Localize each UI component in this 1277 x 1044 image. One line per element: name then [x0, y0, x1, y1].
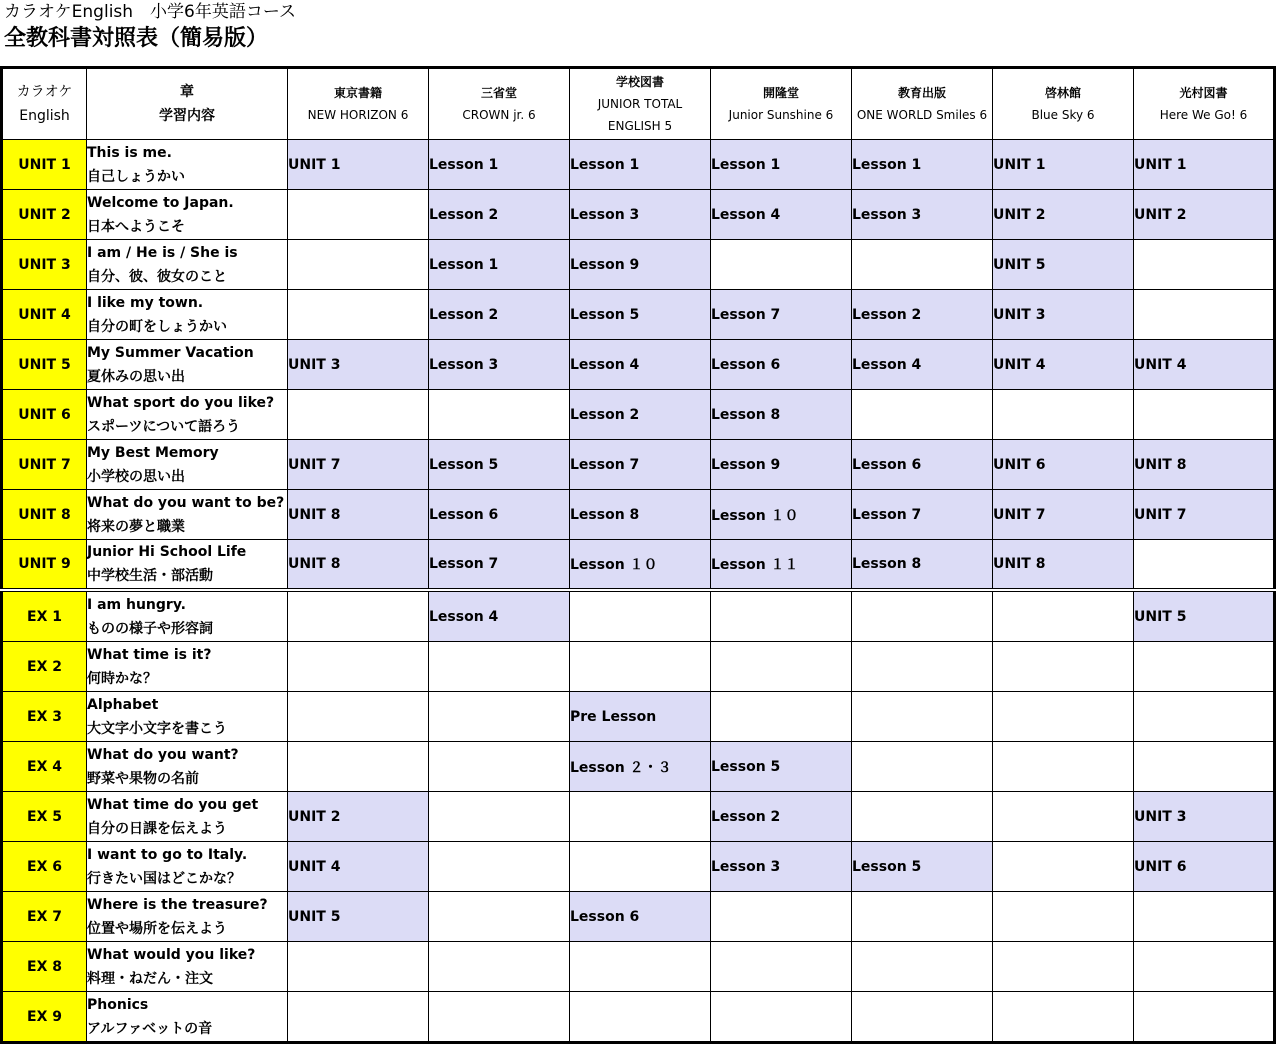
chapter-cell	[87, 892, 288, 942]
lesson-cell	[993, 842, 1134, 892]
lesson-cell	[570, 642, 711, 692]
chapter-cell	[87, 490, 288, 540]
publisher-name: 三省堂	[480, 86, 517, 100]
chapter-title-ja: ものの様子や形容詞	[87, 620, 213, 637]
lesson-cell	[852, 642, 993, 692]
table-row	[2, 992, 1275, 1043]
chapter-cell	[87, 340, 288, 390]
lesson-cell	[852, 742, 993, 792]
chapter-cell	[87, 792, 288, 842]
lesson-cell	[711, 892, 852, 942]
lesson-cell	[429, 842, 570, 892]
unit-label: UNIT 2	[2, 190, 87, 240]
lesson-cell: UNIT 3	[993, 290, 1134, 340]
lesson-cell	[1134, 742, 1275, 792]
lesson-cell: UNIT 1	[993, 140, 1134, 190]
lesson-cell: Lesson 9	[711, 440, 852, 490]
chapter-cell	[87, 692, 288, 742]
chapter-title-ja: 中学校生活・部活動	[87, 568, 213, 584]
textbook-name: CROWN jr. 6	[462, 108, 536, 122]
lesson-cell: UNIT 3	[1134, 792, 1275, 842]
lesson-cell	[288, 742, 429, 792]
chapter-title-ja: 料理・ねだん・注文	[87, 970, 213, 987]
lesson-cell	[711, 240, 852, 290]
lesson-cell: Lesson 5	[852, 842, 993, 892]
lesson-cell: Lesson 1	[852, 140, 993, 190]
header-chapter-line2: 学習内容	[159, 108, 215, 124]
lesson-cell	[570, 942, 711, 992]
unit-label: UNIT 1	[2, 140, 87, 190]
lesson-cell: Lesson 4	[429, 590, 570, 642]
header-publisher	[852, 68, 993, 140]
unit-label: EX 2	[2, 642, 87, 692]
lesson-cell	[852, 792, 993, 842]
textbook-name: Junior Sunshine 6	[728, 108, 834, 122]
lesson-cell	[852, 992, 993, 1043]
lesson-cell	[429, 742, 570, 792]
lesson-cell	[288, 190, 429, 240]
lesson-cell	[993, 390, 1134, 440]
lesson-cell: Lesson 9	[570, 240, 711, 290]
lesson-cell: UNIT 6	[1134, 842, 1275, 892]
chapter-title-ja: 小学校の思い出	[87, 468, 185, 485]
lesson-cell: Lesson 2	[429, 290, 570, 340]
lesson-cell: UNIT 2	[288, 792, 429, 842]
table-row	[2, 540, 1275, 591]
unit-label: EX 5	[2, 792, 87, 842]
table-row	[2, 190, 1275, 240]
lesson-cell: UNIT 7	[1134, 490, 1275, 540]
unit-label: UNIT 3	[2, 240, 87, 290]
table-row	[2, 340, 1275, 390]
lesson-cell	[288, 642, 429, 692]
chapter-title-ja: 自分、彼、彼女のこと	[87, 268, 227, 285]
table-body	[2, 140, 1275, 1043]
chapter-title-ja: 野菜や果物の名前	[87, 770, 199, 787]
lesson-cell: UNIT 5	[288, 892, 429, 942]
chapter-title-en: My Summer Vacation	[87, 344, 254, 361]
lesson-cell	[1134, 240, 1275, 290]
lesson-cell	[993, 692, 1134, 742]
textbook-comparison-table	[0, 66, 1276, 1044]
lesson-cell: UNIT 2	[993, 190, 1134, 240]
lesson-cell	[288, 992, 429, 1043]
chapter-title-ja: 行きたい国はどこかな？	[87, 870, 241, 887]
chapter-title-en: Junior Hi School Life	[87, 544, 247, 560]
lesson-cell	[570, 842, 711, 892]
chapter-title-en: What time do you get	[87, 796, 259, 813]
lesson-cell	[288, 692, 429, 742]
unit-label: EX 4	[2, 742, 87, 792]
publisher-name: 教育出版	[897, 86, 946, 100]
chapter-title-ja: アルファベットの音	[87, 1020, 213, 1037]
textbook-name: Blue Sky 6	[1031, 108, 1095, 122]
lesson-cell	[993, 892, 1134, 942]
table-row	[2, 692, 1275, 742]
lesson-cell	[570, 992, 711, 1043]
chapter-title-en: What time is it?	[87, 646, 212, 663]
chapter-cell	[87, 942, 288, 992]
lesson-cell	[993, 742, 1134, 792]
lesson-cell: UNIT 6	[993, 440, 1134, 490]
lesson-cell: Lesson ２・３	[570, 742, 711, 792]
lesson-cell: Lesson 6	[852, 440, 993, 490]
lesson-cell: Lesson 6	[711, 340, 852, 390]
unit-label: UNIT 4	[2, 290, 87, 340]
table-row	[2, 792, 1275, 842]
lesson-cell: Lesson 2	[429, 190, 570, 240]
lesson-cell	[852, 240, 993, 290]
table-row	[2, 490, 1275, 540]
lesson-cell: Lesson １０	[711, 490, 852, 540]
lesson-cell: UNIT 7	[993, 490, 1134, 540]
table-row	[2, 742, 1275, 792]
lesson-cell	[993, 792, 1134, 842]
lesson-cell: UNIT 7	[288, 440, 429, 490]
lesson-cell	[1134, 992, 1275, 1043]
lesson-cell	[429, 892, 570, 942]
chapter-title-en: What would you like?	[87, 946, 256, 963]
lesson-cell	[1134, 540, 1275, 591]
textbook-name: JUNIOR TOTAL	[597, 97, 683, 111]
textbook-name: ENGLISH 5	[607, 119, 673, 133]
unit-label: EX 1	[2, 590, 87, 642]
header-publisher	[1134, 68, 1275, 140]
lesson-cell: Lesson 3	[852, 190, 993, 240]
lesson-cell	[429, 390, 570, 440]
chapter-cell	[87, 240, 288, 290]
table-row	[2, 390, 1275, 440]
chapter-cell	[87, 590, 288, 642]
lesson-cell: Lesson 4	[852, 340, 993, 390]
chapter-cell	[87, 390, 288, 440]
lesson-cell: Lesson 5	[429, 440, 570, 490]
textbook-name: Here We Go! 6	[1159, 108, 1248, 122]
chapter-cell	[87, 140, 288, 190]
chapter-title-en: Phonics	[87, 996, 149, 1013]
lesson-cell: Lesson 2	[852, 290, 993, 340]
lesson-cell	[1134, 290, 1275, 340]
unit-label: EX 8	[2, 942, 87, 992]
publisher-name: 啓林館	[1044, 86, 1081, 100]
chapter-title-ja: 自己しょうかい	[87, 168, 185, 185]
lesson-cell	[711, 992, 852, 1043]
lesson-cell	[429, 992, 570, 1043]
chapter-title-ja: 夏休みの思い出	[87, 368, 185, 385]
lesson-cell	[1134, 942, 1275, 992]
table-row	[2, 842, 1275, 892]
chapter-title-ja: スポーツについて語ろう	[87, 418, 241, 435]
chapter-title-en: Welcome to Japan.	[87, 194, 234, 211]
lesson-cell	[993, 642, 1134, 692]
lesson-cell	[288, 290, 429, 340]
lesson-cell: UNIT 5	[1134, 590, 1275, 642]
lesson-cell: Lesson 4	[711, 190, 852, 240]
textbook-name: NEW HORIZON 6	[307, 108, 409, 122]
lesson-cell: Lesson 3	[429, 340, 570, 390]
document-subtitle: 全教科書対照表（簡易版）	[4, 26, 269, 51]
lesson-cell	[429, 942, 570, 992]
header-karaoke-line2: English	[19, 108, 70, 124]
table-row	[2, 642, 1275, 692]
lesson-cell	[711, 692, 852, 742]
lesson-cell	[852, 942, 993, 992]
lesson-cell: UNIT 8	[1134, 440, 1275, 490]
lesson-cell: UNIT 4	[288, 842, 429, 892]
unit-label: EX 7	[2, 892, 87, 942]
header-publisher	[993, 68, 1134, 140]
lesson-cell	[711, 590, 852, 642]
unit-label: EX 9	[2, 992, 87, 1043]
chapter-title-en: I am / He is / She is	[87, 244, 238, 261]
table-row	[2, 942, 1275, 992]
lesson-cell: Lesson 7	[711, 290, 852, 340]
lesson-cell: Lesson 1	[711, 140, 852, 190]
chapter-cell	[87, 742, 288, 792]
lesson-cell	[1134, 642, 1275, 692]
chapter-title-en: I want to go to Italy.	[87, 846, 248, 863]
lesson-cell: UNIT 1	[1134, 140, 1275, 190]
document-title: カラオケEnglish 小学6年英語コース	[4, 2, 297, 22]
lesson-cell: Lesson 2	[570, 390, 711, 440]
lesson-cell: Lesson １１	[711, 540, 852, 591]
header-chapter	[87, 68, 288, 140]
chapter-cell	[87, 290, 288, 340]
chapter-title-en: Where is the treasure?	[87, 896, 268, 913]
lesson-cell: Lesson 6	[570, 892, 711, 942]
lesson-cell: Lesson 4	[570, 340, 711, 390]
chapter-title-ja: 将来の夢と職業	[87, 518, 185, 535]
chapter-title-ja: 大文字小文字を書こう	[87, 720, 227, 737]
lesson-cell	[852, 892, 993, 942]
header-karaoke	[2, 68, 87, 140]
table-row	[2, 240, 1275, 290]
chapter-title-en: What sport do you like?	[87, 394, 275, 411]
chapter-title-ja: 日本へようこそ	[87, 218, 185, 235]
lesson-cell: UNIT 8	[288, 540, 429, 591]
lesson-cell: UNIT 8	[993, 540, 1134, 591]
lesson-cell	[570, 792, 711, 842]
chapter-cell	[87, 440, 288, 490]
lesson-cell	[288, 390, 429, 440]
lesson-cell: UNIT 4	[993, 340, 1134, 390]
lesson-cell: Lesson 8	[852, 540, 993, 591]
lesson-cell	[429, 692, 570, 742]
lesson-cell: Lesson 2	[711, 792, 852, 842]
lesson-cell	[852, 590, 993, 642]
header-publisher	[429, 68, 570, 140]
lesson-cell: Pre Lesson	[570, 692, 711, 742]
unit-label: UNIT 8	[2, 490, 87, 540]
lesson-cell	[711, 942, 852, 992]
lesson-cell: UNIT 3	[288, 340, 429, 390]
lesson-cell	[429, 642, 570, 692]
publisher-name: 東京書籍	[333, 86, 382, 100]
publisher-name: 光村図書	[1179, 86, 1228, 100]
table-row	[2, 290, 1275, 340]
lesson-cell	[852, 390, 993, 440]
header-publisher	[288, 68, 429, 140]
lesson-cell	[288, 240, 429, 290]
lesson-cell	[1134, 692, 1275, 742]
chapter-title-ja: 位置や場所を伝えよう	[87, 920, 227, 937]
lesson-cell: Lesson １０	[570, 540, 711, 591]
chapter-title-en: What do you want?	[87, 746, 239, 763]
lesson-cell	[852, 692, 993, 742]
chapter-cell	[87, 992, 288, 1043]
chapter-title-ja: 何時かな？	[87, 670, 157, 687]
header-publisher	[711, 68, 852, 140]
table-row	[2, 440, 1275, 490]
lesson-cell	[993, 590, 1134, 642]
table-row	[2, 590, 1275, 642]
lesson-cell	[429, 792, 570, 842]
publisher-name: 学校図書	[615, 75, 664, 89]
lesson-cell	[711, 642, 852, 692]
unit-label: UNIT 6	[2, 390, 87, 440]
lesson-cell: Lesson 6	[429, 490, 570, 540]
unit-label: UNIT 7	[2, 440, 87, 490]
lesson-cell: Lesson 5	[570, 290, 711, 340]
lesson-cell	[288, 942, 429, 992]
chapter-cell	[87, 842, 288, 892]
lesson-cell: Lesson 3	[570, 190, 711, 240]
lesson-cell: Lesson 7	[570, 440, 711, 490]
lesson-cell	[570, 590, 711, 642]
chapter-cell	[87, 642, 288, 692]
chapter-title-en: I like my town.	[87, 294, 204, 311]
unit-label: UNIT 9	[2, 540, 87, 591]
header-row	[2, 68, 1275, 140]
header-karaoke-line1: カラオケ	[16, 84, 73, 100]
publisher-name: 開隆堂	[762, 86, 799, 100]
lesson-cell: Lesson 1	[429, 240, 570, 290]
header-publisher	[570, 68, 711, 140]
chapter-title-en: This is me.	[87, 144, 172, 161]
chapter-title-en: I am hungry.	[87, 596, 186, 613]
chapter-title-en: What do you want to be?	[87, 494, 285, 511]
lesson-cell: Lesson 5	[711, 742, 852, 792]
lesson-cell: UNIT 5	[993, 240, 1134, 290]
lesson-cell: UNIT 2	[1134, 190, 1275, 240]
unit-label: EX 3	[2, 692, 87, 742]
lesson-cell: Lesson 1	[429, 140, 570, 190]
chapter-title-ja: 自分の町をしょうかい	[87, 318, 227, 335]
lesson-cell: UNIT 4	[1134, 340, 1275, 390]
lesson-cell: Lesson 8	[570, 490, 711, 540]
lesson-cell: Lesson 3	[711, 842, 852, 892]
lesson-cell: Lesson 8	[711, 390, 852, 440]
textbook-name: ONE WORLD Smiles 6	[856, 108, 988, 122]
unit-label: EX 6	[2, 842, 87, 892]
chapter-cell	[87, 540, 288, 591]
chapter-title-ja: 自分の日課を伝えよう	[87, 820, 227, 837]
lesson-cell	[1134, 390, 1275, 440]
lesson-cell: Lesson 7	[429, 540, 570, 591]
lesson-cell	[288, 590, 429, 642]
lesson-cell: UNIT 1	[288, 140, 429, 190]
table-row	[2, 892, 1275, 942]
chapter-title-en: My Best Memory	[87, 444, 219, 461]
header-chapter-line1: 章	[180, 84, 194, 100]
lesson-cell	[993, 992, 1134, 1043]
lesson-cell	[1134, 892, 1275, 942]
lesson-cell	[993, 942, 1134, 992]
chapter-title-en: Alphabet	[87, 696, 159, 713]
lesson-cell: Lesson 1	[570, 140, 711, 190]
lesson-cell: UNIT 8	[288, 490, 429, 540]
chapter-cell	[87, 190, 288, 240]
lesson-cell: Lesson 7	[852, 490, 993, 540]
unit-label: UNIT 5	[2, 340, 87, 390]
table-row	[2, 140, 1275, 190]
